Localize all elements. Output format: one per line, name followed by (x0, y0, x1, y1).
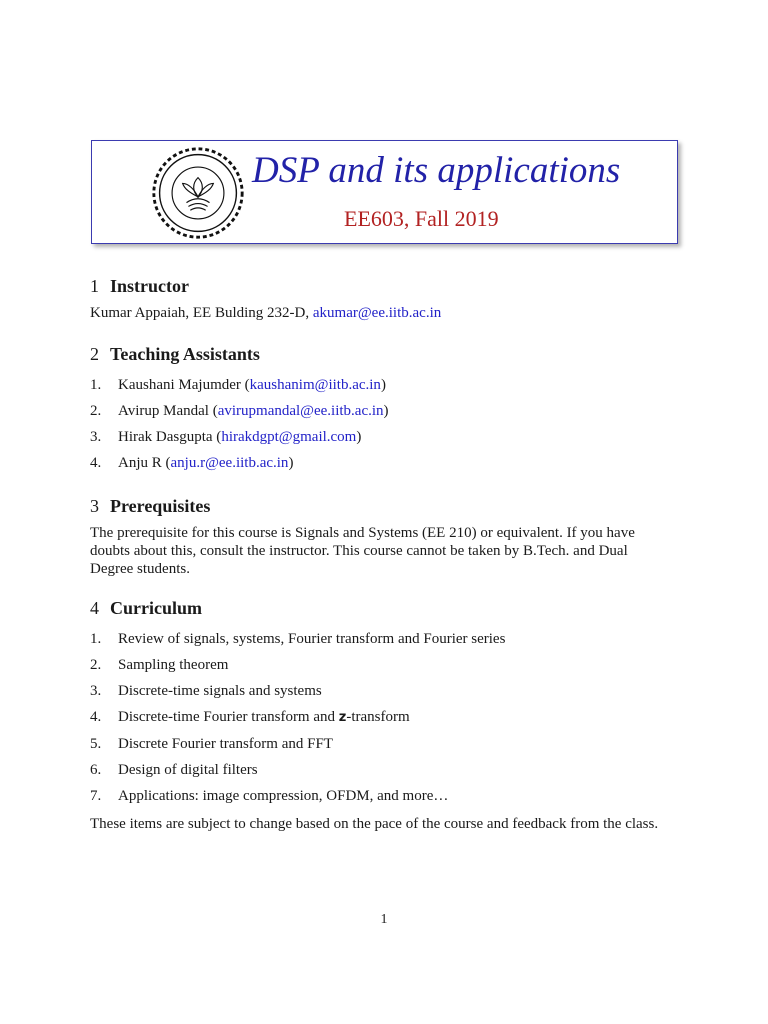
title-box (91, 140, 678, 244)
list-item (90, 450, 690, 476)
curriculum-note: These items are subject to change based on the pace of the course and feedback from the class. (90, 816, 659, 832)
list-item (90, 424, 690, 450)
item-text: Discrete Fourier transform and FFT (118, 736, 333, 752)
section-heading (90, 594, 690, 622)
item-number: 7. (90, 788, 102, 804)
ta-close: ) (380, 377, 386, 393)
section-title: Prerequisites (110, 496, 211, 516)
item-number: 6. (90, 762, 102, 778)
z-symbol: z (338, 710, 347, 725)
list-item (90, 652, 690, 678)
section-heading (90, 340, 690, 368)
section-number: 3 (90, 496, 99, 516)
ta-close: ) (383, 403, 389, 419)
section-curriculum (90, 594, 690, 835)
list-item (90, 731, 690, 757)
prereq-line: The prerequisite for this course is Signals and Systems (EE 210) or equivalent. If you have (90, 525, 635, 541)
list-item (90, 783, 690, 809)
document-title: DSP and its applications (252, 150, 621, 191)
item-number: 2. (90, 657, 102, 673)
ta-close: ) (356, 429, 362, 445)
instructor-text: Kumar Appaiah, EE Bulding 232-D, (90, 305, 313, 321)
prereq-paragraph (90, 524, 690, 578)
ta-name: Kaushani Majumder ( (118, 377, 250, 393)
list-item (90, 372, 690, 398)
ta-list (90, 372, 690, 476)
item-text: Applications: image compression, OFDM, and more… (118, 788, 449, 804)
section-title: Teaching Assistants (110, 344, 260, 364)
list-item (90, 398, 690, 424)
ta-name: Anju R ( (118, 455, 171, 471)
list-item (90, 626, 690, 652)
document-subtitle: EE603, Fall 2019 (344, 206, 499, 231)
section-heading (90, 492, 690, 520)
instructor-line (90, 302, 690, 324)
ta-email-link[interactable]: anju.r@ee.iitb.ac.in (170, 455, 289, 471)
list-item (90, 704, 690, 731)
section-title: Curriculum (110, 598, 202, 618)
prereq-line: Degree students. (90, 561, 190, 577)
section-heading (90, 272, 690, 300)
iitb-logo (150, 145, 246, 241)
item-text: Design of digital filters (118, 762, 258, 778)
ta-email-link[interactable]: avirupmandal@ee.iitb.ac.in (217, 403, 384, 419)
item-text: Review of signals, systems, Fourier transform and Fourier series (118, 631, 506, 647)
section-number: 2 (90, 344, 99, 364)
ta-email-link[interactable]: kaushanim@iitb.ac.in (249, 377, 381, 393)
item-text: -transform (346, 709, 410, 725)
prereq-line: doubts about this, consult the instructor. This course cannot be taken by B.Tech. and Dual (90, 543, 628, 559)
item-number: 2. (90, 403, 102, 419)
instructor-email-link[interactable]: akumar@ee.iitb.ac.in (312, 305, 442, 321)
curriculum-list (90, 626, 690, 809)
item-number: 3. (90, 429, 102, 445)
section-number: 1 (90, 276, 99, 296)
item-number: 3. (90, 683, 102, 699)
page-number: 1 (380, 912, 388, 927)
section-number: 4 (90, 598, 99, 618)
ta-name: Avirup Mandal ( (118, 403, 218, 419)
section-teaching-assistants (90, 340, 690, 476)
list-item (90, 757, 690, 783)
section-prerequisites (90, 492, 690, 578)
item-number: 1. (90, 631, 102, 647)
main-content (90, 272, 690, 851)
item-text: Discrete-time Fourier transform and (118, 709, 339, 725)
item-number: 4. (90, 709, 102, 725)
ta-name: Hirak Dasgupta ( (118, 429, 222, 445)
ta-email-link[interactable]: hirakdgpt@gmail.com (221, 429, 357, 445)
section-title: Instructor (110, 276, 189, 296)
ta-close: ) (288, 455, 294, 471)
item-text: Discrete-time signals and systems (118, 683, 322, 699)
item-number: 1. (90, 377, 102, 393)
list-item (90, 678, 690, 704)
item-number: 5. (90, 736, 102, 752)
item-text: Sampling theorem (118, 657, 229, 673)
item-number: 4. (90, 455, 102, 471)
section-instructor (90, 272, 690, 324)
